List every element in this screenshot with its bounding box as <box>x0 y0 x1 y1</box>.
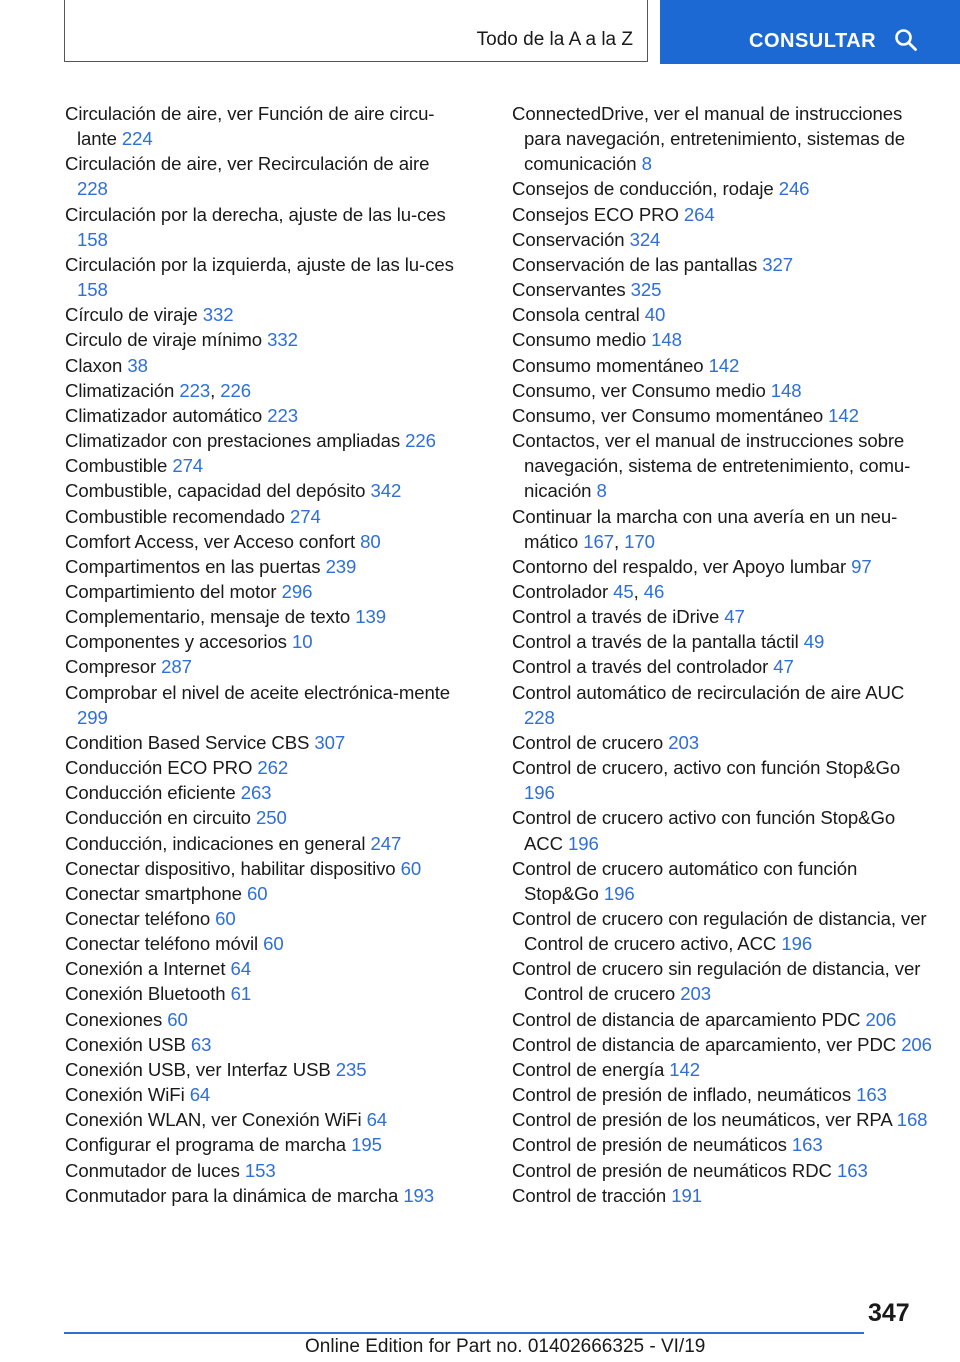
index-entry-term: Control de presión de los neumáticos, ver RPA <box>512 1109 892 1131</box>
index-entry <box>65 956 457 981</box>
index-entry-term: Climatizador automático <box>65 404 263 426</box>
index-entry-term: Control de crucero <box>512 731 664 753</box>
page-reference-link[interactable]: 47 <box>724 606 745 628</box>
index-entry-term: Conexión Bluetooth <box>65 983 226 1005</box>
section-title: Todo de la A a la Z <box>476 29 633 50</box>
page-reference-link[interactable]: 167 <box>583 530 614 552</box>
index-entry-term: Control de crucero, activo con función Stop&Go <box>512 757 901 779</box>
index-entry <box>512 1132 932 1157</box>
index-entry <box>65 780 457 805</box>
page-reference-link[interactable]: 228 <box>524 706 555 728</box>
index-entry <box>65 755 457 780</box>
index-entry <box>65 353 457 378</box>
index-entry-term: Control de crucero con regulación de distancia, ver Control de crucero activo, ACC <box>512 908 927 955</box>
index-entry-term: Conectar smartphone <box>65 882 242 904</box>
page-reference-link[interactable]: 142 <box>669 1058 701 1080</box>
page-reference-link[interactable]: 224 <box>121 128 153 150</box>
index-entry <box>65 1082 457 1107</box>
index-entry-term: Complementario, mensaje de texto <box>65 606 351 628</box>
page-reference-link[interactable]: 250 <box>256 807 287 829</box>
index-entry-term: Contorno del respaldo, ver Apoyo lumbar <box>512 555 847 577</box>
page-reference-link[interactable]: 196 <box>524 782 555 804</box>
index-entry <box>65 906 457 931</box>
index-entry-term: Control de tracción <box>512 1184 667 1206</box>
page-reference-link[interactable]: 287 <box>161 656 192 678</box>
page-number: 347 <box>868 1299 910 1327</box>
index-entry <box>512 277 932 302</box>
page-reference-link[interactable]: 80 <box>360 530 381 552</box>
index-entry-term: Combustible recomendado <box>65 505 285 527</box>
page-reference-link[interactable]: 163 <box>791 1134 823 1156</box>
page-reference-link[interactable]: 142 <box>708 354 740 376</box>
page-reference-link[interactable]: 46 <box>643 580 665 602</box>
page-reference-link[interactable]: 262 <box>257 757 289 779</box>
page-reference-link[interactable]: 64 <box>366 1109 388 1131</box>
page-reference-link[interactable]: 299 <box>77 706 108 728</box>
index-entry-term: Control a través de la pantalla táctil <box>512 631 799 653</box>
index-entry <box>65 403 457 428</box>
page-reference-link[interactable]: 40 <box>644 304 666 326</box>
index-entry <box>512 1082 932 1107</box>
index-entry <box>512 906 932 956</box>
index-entry <box>512 554 932 579</box>
index-entry-term: Comfort Access, ver Acceso confort <box>65 530 356 552</box>
index-entry-term: Configurar el programa de marcha <box>65 1134 347 1156</box>
page-reference-link[interactable]: 142 <box>828 404 859 426</box>
page-reference-link[interactable]: 38 <box>127 354 148 376</box>
index-entry <box>65 1032 457 1057</box>
index-entry <box>65 252 457 302</box>
page-reference-link[interactable]: 8 <box>596 480 607 502</box>
page-reference-link[interactable]: 274 <box>172 455 204 477</box>
page-reference-link[interactable]: 60 <box>215 908 236 929</box>
index-entry-term: Conmutador de luces <box>65 1159 240 1181</box>
consult-label: CONSULTAR <box>749 30 877 52</box>
page-reference-link[interactable]: 324 <box>629 228 661 250</box>
page-reference-link[interactable]: 45 <box>613 580 634 602</box>
page-reference-link[interactable]: 139 <box>355 606 386 628</box>
index-entry <box>512 252 932 277</box>
page-reference-link[interactable]: 63 <box>190 1033 212 1055</box>
index-entry-term: Circulación por la derecha, ajuste de las lu-ces <box>65 203 446 225</box>
index-entry-term: ConnectedDrive, ver el manual de instrucciones para navegación, entretenimiento, sistemas de comunicación <box>512 103 906 175</box>
page-reference-link[interactable]: 263 <box>240 782 272 804</box>
index-entry <box>65 453 457 478</box>
index-entry-term: Consumo, ver Consumo momentáneo <box>512 404 824 426</box>
page-reference-link[interactable]: 325 <box>630 279 662 301</box>
index-entry-term: Conexiones <box>65 1008 163 1030</box>
index-entry-term: Conducción en circuito <box>65 807 251 829</box>
page-reference-link[interactable]: 332 <box>267 329 298 351</box>
index-entry <box>512 856 932 906</box>
index-entry-term: Consejos de conducción, rodaje <box>512 178 774 200</box>
page-reference-link[interactable]: 223 <box>267 404 298 426</box>
index-entry-term: Conmutador para la dinámica de marcha <box>65 1184 399 1206</box>
section-tab[interactable] <box>64 0 648 62</box>
index-entry-term: Control de crucero automático con función Stop&Go <box>512 857 858 904</box>
page-reference-link[interactable]: 60 <box>263 933 284 955</box>
index-entry-term: Conexión USB <box>65 1033 186 1055</box>
index-entry-term: Conexión WLAN, ver Conexión WiFi <box>65 1109 362 1131</box>
page-reference-link[interactable]: 148 <box>651 329 682 351</box>
page-reference-link[interactable]: 64 <box>230 958 251 980</box>
index-entry <box>512 176 932 201</box>
index-entry-term: Componentes y accesorios <box>65 631 287 653</box>
index-entry-term: Conducción eficiente <box>65 782 236 804</box>
index-entry <box>512 202 932 227</box>
page-reference-link[interactable]: 196 <box>568 832 599 854</box>
index-entry <box>512 227 932 252</box>
index-entry: Continuar la marcha con una avería en un neu-mático 167, 170 <box>512 505 898 552</box>
page-reference-link[interactable]: 153 <box>244 1159 276 1181</box>
index-entry <box>512 805 932 855</box>
page-reference-link[interactable]: 163 <box>836 1159 868 1181</box>
index-entry <box>512 755 932 805</box>
index-entry-term: Control de distancia de aparcamiento, ver PDC <box>512 1033 897 1055</box>
index-entry-term: Control de presión de neumáticos RDC <box>512 1159 832 1181</box>
index-entry-term: Conectar dispositivo, habilitar dispositivo <box>65 857 396 879</box>
index-entry-term: Compresor <box>65 656 157 678</box>
index-entry <box>65 654 457 679</box>
index-entry-term: Controlador <box>512 580 609 602</box>
index-entry <box>512 1007 932 1032</box>
index-entry <box>65 554 457 579</box>
index-entry <box>512 1183 932 1208</box>
page-reference-link[interactable]: 247 <box>370 832 402 854</box>
page-reference-link[interactable]: 64 <box>189 1084 211 1106</box>
index-entry-term: Continuar la marcha con una avería en un neu-mático <box>512 505 898 552</box>
search-icon <box>894 28 918 52</box>
page-reference-link[interactable]: 223 <box>179 379 211 401</box>
page-reference-link[interactable]: 61 <box>230 983 252 1005</box>
page-reference-link[interactable]: 226 <box>405 430 436 452</box>
index-entry <box>65 831 457 856</box>
index-entry <box>512 604 932 629</box>
index-entry <box>65 1183 457 1208</box>
page-reference-link[interactable]: 49 <box>803 631 825 653</box>
index-entry: Climatización 223, 226 <box>65 379 251 401</box>
page-reference-link[interactable]: 206 <box>865 1008 897 1030</box>
page-reference-link[interactable]: 60 <box>400 857 422 879</box>
page-reference-link[interactable]: 168 <box>896 1109 928 1131</box>
index-entry-term: Control a través de iDrive <box>512 606 720 628</box>
index-entry <box>65 504 457 529</box>
index-entry <box>512 302 932 327</box>
index-entry <box>65 101 457 151</box>
page-reference-link[interactable]: 193 <box>403 1184 435 1206</box>
index-entry-term: Circulación de aire, ver Recirculación de aire <box>65 153 430 175</box>
page-reference-link[interactable]: 158 <box>77 279 108 301</box>
index-entry <box>65 151 457 201</box>
index-entry-term: Combustible, capacidad del depósito <box>65 480 366 502</box>
page-reference-link[interactable]: 158 <box>77 228 108 250</box>
page-reference-link[interactable]: 206 <box>901 1033 932 1055</box>
index-entry-term: Comprobar el nivel de aceite electrónica-mente <box>65 681 451 703</box>
page-reference-link[interactable]: 148 <box>770 379 802 401</box>
page-reference-link[interactable]: 235 <box>335 1058 367 1080</box>
index-entry-term: Control a través del controlador <box>512 656 769 678</box>
footer-divider <box>64 1332 864 1334</box>
index-entry <box>65 529 457 554</box>
index-entry <box>65 680 457 730</box>
index-entry-term: Combustible <box>65 455 168 477</box>
page-reference-link[interactable]: 170 <box>624 530 655 552</box>
page-reference-link[interactable]: 195 <box>351 1134 382 1156</box>
page-reference-link[interactable]: 274 <box>290 505 321 527</box>
index-entry-term: Conducción ECO PRO <box>65 757 253 779</box>
index-entry <box>512 403 932 428</box>
page-reference-link[interactable]: 196 <box>781 933 813 955</box>
index-entry-term: Control de crucero sin regulación de distancia, ver Control de crucero <box>512 958 921 1005</box>
index-entry <box>65 202 457 252</box>
page-reference-link[interactable]: 228 <box>77 178 108 200</box>
page-reference-link[interactable]: 264 <box>683 203 715 225</box>
index-entry-term: Control de crucero activo con función Stop&Go ACC <box>512 807 896 854</box>
page-reference-link[interactable]: 60 <box>246 882 268 904</box>
index-entry-term: Circulación por la izquierda, ajuste de las lu-ces <box>65 253 454 275</box>
page-reference-link[interactable]: 196 <box>603 882 635 904</box>
index-entry-term: Control de distancia de aparcamiento PDC <box>512 1008 861 1030</box>
index-entry <box>65 579 457 604</box>
index-entry <box>512 1057 932 1082</box>
index-entry-term: Circulo de viraje mínimo <box>65 329 263 351</box>
index-entry-term: Climatizador con prestaciones ampliadas <box>65 430 401 452</box>
index-entry-term: Círculo de viraje <box>65 304 198 326</box>
index-entry-term: Condition Based Service CBS <box>65 731 310 753</box>
index-entry <box>512 1107 932 1132</box>
index-entry <box>512 1158 932 1183</box>
index-entry-term: Consejos ECO PRO <box>512 203 679 225</box>
page-reference-link[interactable]: 226 <box>220 379 251 401</box>
index-entry-term: Conexión WiFi <box>65 1084 185 1106</box>
page-reference-link[interactable]: 60 <box>167 1008 188 1030</box>
index-entry-term: Circulación de aire, ver Función de aire circu-lante <box>65 103 435 150</box>
index-entry-term: Conducción, indicaciones en general <box>65 832 366 854</box>
index-entry-term: Conservación <box>512 228 625 250</box>
index-entry-term: Climatización <box>65 379 175 401</box>
index-entry-term: Claxon <box>65 354 123 376</box>
index-entry <box>65 981 457 1006</box>
index-entry <box>512 378 932 403</box>
footer-text: Online Edition for Part no. 01402666325 - VI/19 <box>305 1336 706 1357</box>
page-reference-link[interactable]: 191 <box>671 1184 702 1206</box>
index-entry <box>65 604 457 629</box>
index-entry-term: Conexión USB, ver Interfaz USB <box>65 1058 331 1080</box>
index-entry-term: Compartimiento del motor <box>65 580 277 602</box>
index-entry-term: Consumo momentáneo <box>512 354 704 376</box>
index-entry <box>65 931 457 956</box>
page-reference-link[interactable]: 332 <box>202 304 234 326</box>
index-entry-term: Conservantes <box>512 279 626 301</box>
index-entry-term: Consumo, ver Consumo medio <box>512 379 766 401</box>
index-entry <box>512 730 932 755</box>
page-reference-link[interactable]: 163 <box>856 1084 887 1106</box>
index-entry <box>65 881 457 906</box>
page-reference-link[interactable]: 47 <box>773 656 794 678</box>
page-reference-link[interactable]: 97 <box>851 555 872 577</box>
page-reference-link[interactable]: 203 <box>680 983 711 1005</box>
index-entry-term: Conservación de las pantallas <box>512 253 758 275</box>
page-reference-link[interactable]: 296 <box>281 580 313 602</box>
index-column-left <box>65 101 457 1208</box>
page-reference-link[interactable]: 8 <box>641 153 652 175</box>
index-entry-term: Control de energía <box>512 1058 665 1080</box>
index-entry <box>65 805 457 830</box>
index-entry <box>65 730 457 755</box>
index-entry-term: Compartimentos en las puertas <box>65 555 321 577</box>
index-entry-term: Control de presión de neumáticos <box>512 1134 787 1156</box>
index-entry <box>65 428 457 453</box>
index-entry <box>512 956 932 1006</box>
index-entry-term: Control de presión de inflado, neumáticos <box>512 1084 852 1106</box>
index-entry <box>65 1107 457 1132</box>
index-entry-term: Consola central <box>512 304 640 326</box>
page-reference-link[interactable]: 327 <box>762 253 793 275</box>
index-entry <box>65 629 457 654</box>
page-reference-link[interactable]: 342 <box>370 480 402 502</box>
index-entry <box>512 1032 932 1057</box>
consult-button[interactable] <box>660 0 960 64</box>
index-entry-term: Conexión a Internet <box>65 958 226 980</box>
index-entry <box>512 629 932 654</box>
index-entry <box>512 327 932 352</box>
index-entry <box>65 1158 457 1183</box>
page-reference-link[interactable]: 10 <box>291 631 313 653</box>
page-reference-link[interactable]: 246 <box>778 178 810 200</box>
index-column-right <box>512 101 932 1208</box>
index-entry: Controlador 45, 46 <box>512 580 665 602</box>
index-entry-term: Conectar teléfono <box>65 908 211 929</box>
index-entry <box>512 428 932 503</box>
index-entry <box>65 1057 457 1082</box>
page-reference-link[interactable]: 203 <box>668 731 699 753</box>
index-entry <box>65 327 457 352</box>
page-reference-link[interactable]: 239 <box>325 555 357 577</box>
index-entry <box>65 1132 457 1157</box>
index-entry-term: Consumo medio <box>512 329 647 351</box>
index-entry <box>512 101 932 176</box>
index-entry <box>65 302 457 327</box>
index-entry-term: Control automático de recirculación de aire AUC <box>512 681 905 703</box>
index-entry <box>512 680 932 730</box>
index-entry-term: Conectar teléfono móvil <box>65 933 259 955</box>
index-entry <box>65 856 457 881</box>
page-reference-link[interactable]: 307 <box>314 731 346 753</box>
index-entry <box>65 1007 457 1032</box>
index-entry-term: Contactos, ver el manual de instrucciones sobre navegación, sistema de entretenimiento, comu-nicación <box>512 430 911 502</box>
index-entry <box>512 353 932 378</box>
index-entry <box>65 478 457 503</box>
index-entry <box>512 654 932 679</box>
